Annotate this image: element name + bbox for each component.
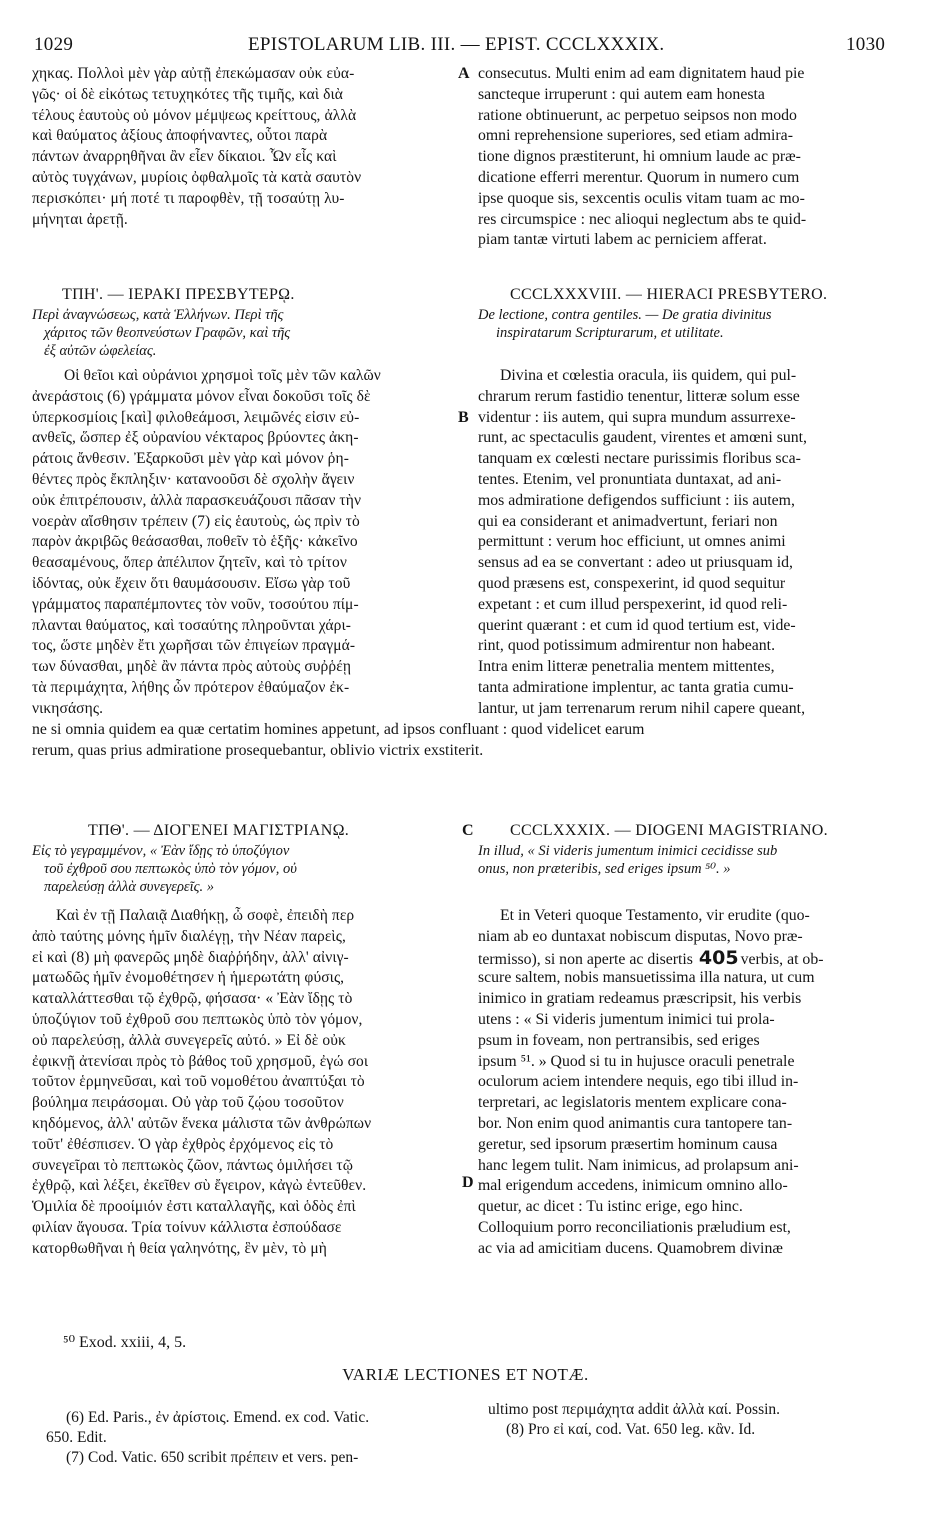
latin-letter-388-summary xyxy=(478,306,903,342)
greek-line: θέντες πρὸς ἔκπληξιν· κατανοοῦσι δὲ σχολὴν ἄγειν xyxy=(32,470,355,488)
greek-line: τος, ὥστε μηδὲν ἔτι χωρῆσαι τῶν ἐπιγείων πραγμά- xyxy=(32,637,356,655)
greek-summary-line: παρελεύσῃ ἀλλὰ συνεγερεῖς. » xyxy=(44,879,215,895)
greek-line: μήνηται ἀρετῇ. xyxy=(32,210,128,228)
latin-line: tanquam ex cœlesti nectare purissimis floribus sca- xyxy=(478,450,801,468)
greek-summary-line: Περὶ ἀναγνώσεως, κατὰ Ἑλλήνων. Περὶ τῆς xyxy=(32,307,284,323)
running-title: EPISTOLARUM LIB. III. — EPIST. CCCLXXXIX. xyxy=(248,34,665,55)
latin-line: tentes. Etenim, vel pronuntiata duntaxat, ad ani- xyxy=(478,470,782,488)
greek-line: εἰ καὶ (8) μὴ φανερῶς μηδὲ διαῤῥήδην, ἀλλ' αἰνιγ- xyxy=(32,948,349,966)
latin-line: psum in foveam, non pertransibis, sed eriges xyxy=(478,1031,760,1049)
greek-line: καὶ θαύματος ἀξίους ἀποφήναντες, οὗτοι παρὰ xyxy=(32,127,328,145)
greek-line: νοερὰν αἴσθησιν τρέπειν (7) εἰς ἑαυτοὺς, ὡς πρὶν τὸ xyxy=(32,512,360,530)
greek-line: πάντων ἀναρρηθῆναι ἂν εἶεν δίκαιοι. Ὧν εἷς καὶ xyxy=(32,148,337,166)
greek-line: παρὸν ἀκριβῶς θεάσασθαι, ποθεῖν τὸ ἑξῆς· κἀκεῖνο xyxy=(32,533,358,551)
footnote-reference: ⁵⁰ Exod. xxiii, 4, 5. xyxy=(63,1334,187,1351)
greek-column-middle xyxy=(32,366,462,720)
page-number-right: 1030 xyxy=(846,34,886,55)
latin-column-middle xyxy=(478,366,903,720)
latin-letter-388-heading xyxy=(510,284,910,306)
greek-line: γράμματος παραπέμποντες τὸν νοῦν, τοσούτου πίμ- xyxy=(32,595,359,613)
greek-line: χηκας. Πολλοὶ μὲν γὰρ αὐτῇ ἐπεκώμασαν οὐκ εὐα- xyxy=(32,65,355,82)
latin-line: quetur, ac dicet : Tu istinc erige, ego hinc. xyxy=(478,1198,743,1216)
latin-line: Colloquium porro reconciliationis præludium est, xyxy=(478,1218,791,1236)
latin-line: runt, ac spectaculis gaudent, virentes et amœni sunt, xyxy=(478,429,808,447)
latin-line: tanta admiratione implentur, ac tanta gratia cumu- xyxy=(478,678,794,696)
latin-line: chrarum rerum fastidio tenentur, litteræ solum esse xyxy=(478,387,800,405)
greek-line: αὐτὸς τυγχάνων, μυρίοις ὀφθαλμοῖς τὰ κατὰ σαυτὸν xyxy=(32,168,362,186)
greek-line: κηδόμενος, ἀλλ' αὐτῶν ἕνεκα μάλιστα τῶν ἀνθρώπων xyxy=(32,1114,372,1132)
latin-line: dicatione efferri merentur. Quorum in numero cum xyxy=(478,168,800,186)
column-number: 405 xyxy=(698,947,739,969)
latin-line: ipsum ⁵¹. » Quod si tu in hujusce oraculi penetrale xyxy=(478,1052,795,1070)
latin-summary-line: inspiratarum Scripturarum, et utilitate. xyxy=(496,325,724,341)
latin-line: quod præsens est, conspexerint, id quod sequitur xyxy=(478,574,786,592)
latin-line: hanc legem tulit. Nam inimicus, ad prolapsum ani- xyxy=(478,1156,799,1174)
greek-line: ὑπερκοσμίοις [καὶ] φιλοθεάμοσι, λειμῶνές εἰσιν εὐ- xyxy=(32,408,360,426)
page-header xyxy=(0,34,931,60)
greek-line: Καὶ ἐν τῇ Παλαιᾷ Διαθήκῃ, ὦ σοφὲ, ἐπειδὴ περ xyxy=(56,907,355,924)
latin-line: inimico in gratiam redeamus præscripsit, his verbis xyxy=(478,990,802,1008)
greek-line: νικησάσης. xyxy=(32,699,104,717)
latin-line: omni reprehensione superiores, sed etiam admira- xyxy=(478,127,793,145)
note-line: 650. Edit. xyxy=(46,1429,107,1446)
note-line: (7) Cod. Vatic. 650 scribit πρέπειν et vers. pen- xyxy=(66,1449,359,1466)
greek-line: ματωδῶς ἡμῖν ἐνομοθέτησεν ἡ ἡμερωτάτη φύσις, xyxy=(32,969,345,987)
greek-line: ὑποζύγιον τοῦ ἐχθροῦ σου πεπτωκὸς ὑπὸ τὸν γόμον, xyxy=(32,1010,363,1028)
latin-line: geretur, sed ipsorum præsertim hominum causa xyxy=(478,1135,778,1153)
latin-line: querint quærant : et cum id quod tertium est, vide- xyxy=(478,616,796,634)
latin-line: mal erigendum accedens, inimicum omnino allo- xyxy=(478,1177,788,1195)
margin-letter-d: D xyxy=(462,1174,474,1191)
greek-summary-line: ἐξ αὐτῶν ὠφελείας. xyxy=(44,343,157,359)
greek-line: περισκόπει· μή ποτέ τι παροφθὲν, τῇ τοσαύτῃ λυ- xyxy=(32,189,345,207)
greek-line: θεασαμένους, ὅπερ ἀπέλιπον ζητεῖν, καὶ τὸ τρίτον xyxy=(32,554,347,572)
latin-line: tione dignos præstiterunt, hi omnium laude ac præ- xyxy=(478,148,801,166)
page-number-left: 1029 xyxy=(34,34,74,55)
greek-summary-line: χάριτος τῶν θεοπνεύστων Γραφῶν, καὶ τῆς xyxy=(44,325,291,341)
greek-line: συνεγεῖραι τὸ πεπτωκὸς ζῶον, πάντως ὁμιλήσει τῷ xyxy=(32,1156,354,1174)
latin-line: Divina et cœlestia oracula, iis quidem, qui pul- xyxy=(500,367,797,384)
greek-line: φιλίαν ἄγουσα. Τρία τοίνυν κάλλιστα ἐσπούδασε xyxy=(32,1218,342,1236)
margin-letter-c: C xyxy=(462,822,474,839)
greek-line: ἐφικνῇ ἀτενίσαι πρὸς τὸ βάθος τοῦ χρησμοῦ, ἐγώ σοι xyxy=(32,1052,369,1070)
greek-line: ἀνεράστοις (6) γράμματα μόνον εἶναι δοκοῦσι τοῖς δὲ xyxy=(32,387,371,405)
latin-line: oculorum aciem intendere nequis, ego tibi illud in- xyxy=(478,1073,799,1091)
latin-line: expetant : et cum illud perspexerint, id quod reli- xyxy=(478,595,788,613)
latin-line-part: verbis, at ob- xyxy=(740,950,824,968)
note-line: ultimo post περιμάχητα addit ἀλλὰ καί. Possin. xyxy=(488,1401,781,1418)
latin-line: permittunt : verum hoc efficiunt, ut omnes animi xyxy=(478,533,786,551)
greek-line: τέλους ἑαυτοὺς οὐ μόνον μέμψεως κρείττους, ἀλλὰ xyxy=(32,106,357,124)
greek-summary-line: Εἰς τὸ γεγραμμένον, « Ἐὰν ἴδῃς τὸ ὑποζύγιον xyxy=(32,843,290,859)
greek-line: τοῦτον ἑρμηνεῦσαι, καὶ τοῦ νομοθέτου ἀναπτύξαι τὸ xyxy=(32,1073,365,1091)
latin-line: bor. Non enim quod animantis cura tantopere tan- xyxy=(478,1114,793,1132)
margin-letter-a: A xyxy=(458,65,470,82)
latin-line-part: termisso), si non aperte ac disertis xyxy=(478,950,697,968)
greek-line: των δύνασθαι, μηδὲ ἂν πάντα πρὸς αὐτοὺς συῤῥέῃ xyxy=(32,658,352,676)
latin-column-bottom xyxy=(478,906,903,1260)
greek-column-bottom xyxy=(32,906,462,1260)
latin-line: piam tantæ virtuti labem ac perniciem afferat. xyxy=(478,231,767,249)
greek-line: κατορθωθῆναι ἡ θεία γαληνότης, ἓν μὲν, τὸ μὴ xyxy=(32,1239,327,1257)
latin-line: sancteque irruperunt : qui autem eam honesta xyxy=(478,85,765,103)
greek-line: ράτοις ἄνθεσιν. Ἐξαρκοῦσι μὲν γὰρ καὶ μόνον ῥη- xyxy=(32,450,349,468)
note-line: (6) Ed. Paris., ἐν ἀρίστοις. Emend. ex cod. Vatic. xyxy=(66,1409,370,1426)
greek-line: πλανται θαύματος, καὶ τοσαύτης πληροῦνται χάρι- xyxy=(32,616,351,634)
latin-line: videntur : iis autem, qui supra mundum assurrexe- xyxy=(478,408,796,426)
latin-line: ac via ad amicitiam ducens. Quamobrem divinæ xyxy=(478,1239,783,1257)
greek-epistle-title: ΤΠΘ'. — ΔΙΟΓΕΝΕΙ ΜΑΓΙΣΤΡΙΑΝῼ. xyxy=(88,822,350,839)
latin-letter-389-summary xyxy=(478,842,903,878)
greek-summary-line: τοῦ ἐχθροῦ σου πεπτωκὸς ὑπὸ τὸν γόμον, οὐ xyxy=(44,861,297,877)
greek-line: τοῦτ' ἐθέσπισεν. Ὁ γὰρ ἐχθρὸς ἐρχόμενος εἰς τὸ xyxy=(32,1135,334,1153)
latin-letter-389-heading xyxy=(510,820,910,842)
greek-line: οὐκ ἐπιτρέπουσιν, ἀλλὰ παρασκευάζουσι πᾶσαν τὴν xyxy=(32,491,362,509)
latin-line: Intra enim litteræ penetralia mentem mittentes, xyxy=(478,658,775,676)
latin-line: ipse quoque sis, sexcentis oculis vitam tuam ac mo- xyxy=(478,189,805,207)
latin-line: mos admiratione defigendos sufficiunt : iis autem, xyxy=(478,491,795,509)
latin-epistle-title: CCCLXXXVIII. — HIERACI PRESBYTERO. xyxy=(510,286,828,303)
latin-line: qui ea considerant et animadvertunt, feriari non xyxy=(478,512,778,530)
greek-letter-389-heading xyxy=(88,820,458,842)
latin-line: consecutus. Multi enim ad eam dignitatem haud pie xyxy=(478,65,805,82)
note-line: (8) Pro εἰ καί, cod. Vat. 650 leg. κἂν. Id. xyxy=(506,1421,756,1438)
latin-epistle-title: CCCLXXXIX. — DIOGENI MAGISTRIANO. xyxy=(510,822,828,839)
greek-line: Ὁμιλία δὲ προοίμιόν ἐστι καταλλαγῆς, καὶ ὁδὸς ἐπὶ xyxy=(32,1198,356,1216)
margin-letter-b: B xyxy=(458,409,469,426)
greek-line: ανθεῖς, ὥσπερ ἐξ οὐρανίου νέκταρος βρύοντες ἀκη- xyxy=(32,429,359,447)
greek-column-top xyxy=(32,64,462,230)
greek-letter-389-summary xyxy=(32,842,462,896)
greek-line: Οἱ θεῖοι καὶ οὐράνιοι χρησμοὶ τοῖς μὲν τῶν καλῶν xyxy=(64,367,381,384)
greek-line: γῶς· οἱ δὲ εἰκότως τετυχηκότες τῆς τιμῆς, καὶ διὰ xyxy=(32,85,344,103)
greek-line: οὐ παρελεύσῃ, ἀλλὰ συνεγερεῖς αὐτό. » Εἰ δὲ οὐκ xyxy=(32,1031,346,1049)
greek-epistle-title: ΤΠΗ'. — ΙΕΡΑΚΙ ΠΡΕΣΒΥΤΕΡῼ. xyxy=(62,286,295,303)
latin-summary-line: De lectione, contra gentiles. — De gratia divinitus xyxy=(478,307,772,323)
latin-line: utens : « Si videris jumentum inimici tui prola- xyxy=(478,1010,775,1028)
notes-heading: VARIÆ LECTIONES ET NOTÆ. xyxy=(342,1365,589,1384)
latin-line: sensus ad ea se convertant : adeo ut priusquam id, xyxy=(478,554,793,572)
latin-summary-line: In illud, « Si videris jumentum inimici cecidisse sub xyxy=(478,843,778,859)
latin-line: scure saltem, nobis mansuetissima illa natura, ut cum xyxy=(478,969,815,987)
latin-line: rint, quod potissimum admirentur non habeant. xyxy=(478,637,776,655)
latin-line: Et in Veteri quoque Testamento, vir erudite (quo- xyxy=(500,907,810,924)
greek-line: ἐχθρῷ, καὶ λέξει, ἐκεῖθεν σὺ ἔγειρον, κἀγὼ ἐντεῦθεν. xyxy=(32,1177,367,1195)
greek-line: τὰ περιμάχητα, λήθης ὧν πρότερον ἐθαύμαζον ἐκ- xyxy=(32,678,350,696)
latin-line: res circumspice : nec alioqui neglectum abs te quid- xyxy=(478,210,807,228)
latin-column-top xyxy=(478,64,903,251)
latin-summary-line: onus, non præteribis, sed eriges ipsum ⁵⁰. » xyxy=(478,861,731,877)
greek-line: ἀπὸ ταύτης μόνης ἡμῖν διαλέγῃ, τὴν Νέαν παρεὶς, xyxy=(32,927,346,945)
full-width-line: ne si omnia quidem ea quæ certatim homines appetunt, ad ipsos confluant : quod videlicet earum xyxy=(32,721,645,738)
greek-line: ἰδόντας, οὐκ ἔχειν ὅτι θαυμάσουσιν. Εἴσω γὰρ τοῦ xyxy=(32,574,351,592)
greek-line: καταλλάττεσθαι τῷ ἐχθρῷ, φήσασα· « Ἐὰν ἴδῃς τὸ xyxy=(32,990,353,1008)
latin-line: ratione obtinuerunt, ac perpetuo seipsos non modo xyxy=(478,106,797,124)
full-width-latin xyxy=(32,720,902,762)
greek-letter-388-heading xyxy=(62,284,462,306)
greek-letter-388-summary xyxy=(32,306,462,360)
greek-line: βούλημα πειράσομαι. Οὐ γὰρ τοῦ ζῴου τοσοῦτον xyxy=(32,1094,344,1112)
latin-line xyxy=(478,948,903,969)
latin-line: lantur, ut jam terrenarum rerum nihil capere queant, xyxy=(478,699,806,717)
latin-line: terpretari, ac legislatoris mentem explicare cona- xyxy=(478,1094,787,1112)
latin-line: niam ab eo duntaxat nobiscum disputas, Novo præ- xyxy=(478,927,803,945)
full-width-line: rerum, quas prius admiratione prosequebantur, oblivio victrix exstiterit. xyxy=(32,741,484,759)
